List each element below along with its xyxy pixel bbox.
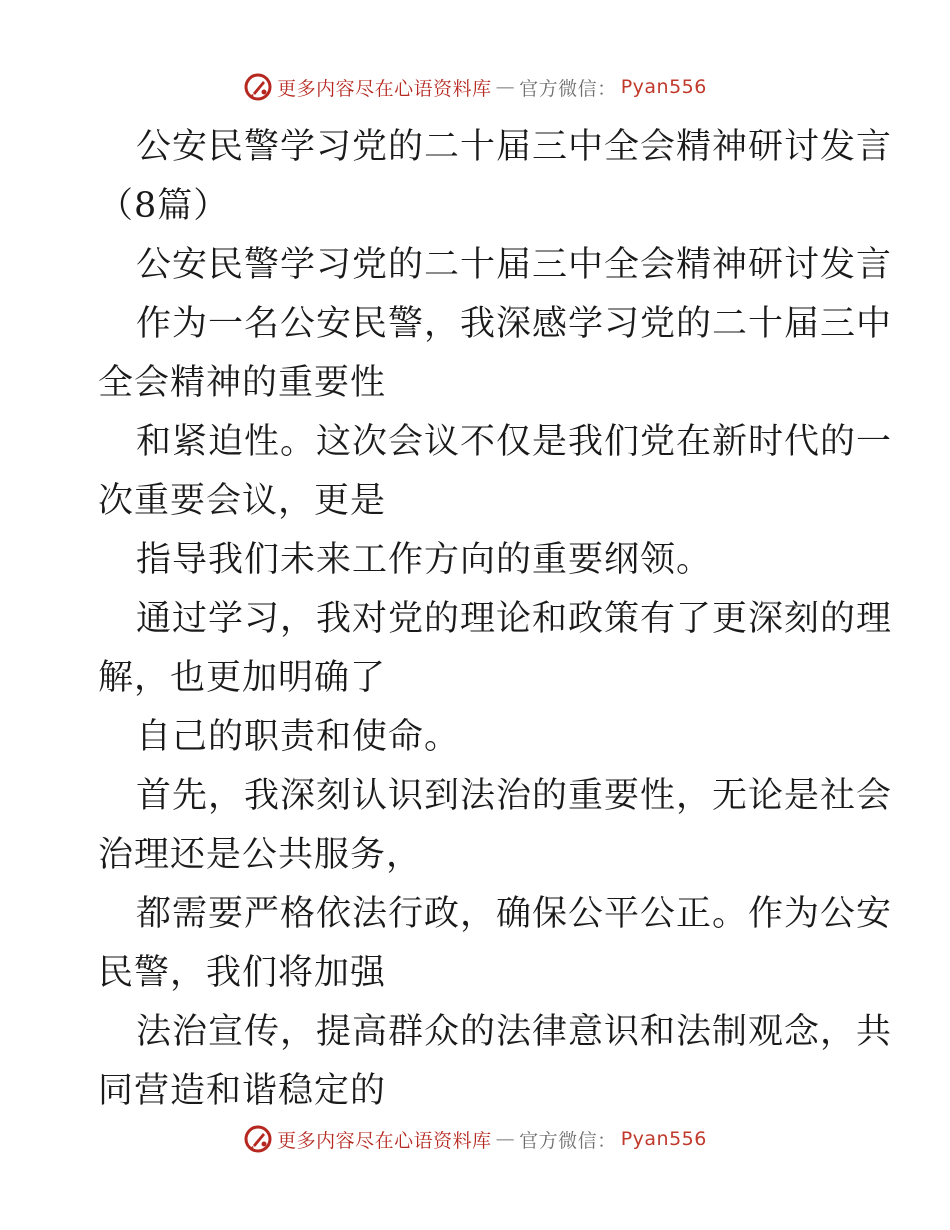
header-watermark: [0, 72, 950, 102]
watermark-prefix: 更多内容尽在心语资料库: [277, 77, 492, 100]
watermark-id: Pyan556: [620, 1128, 707, 1150]
text-line: 法治宣传，提高群众的法律意识和法制观念，共: [136, 1012, 893, 1052]
watermark-id: Pyan556: [620, 76, 707, 98]
watermark-label: 官方微信：: [519, 77, 617, 100]
text-line: 都需要严格依法行政，确保公平公正。作为公安: [136, 894, 893, 934]
text-line: 解，也更加明确了: [98, 658, 387, 698]
text-line: 公安民警学习党的二十届三中全会精神研讨发言: [136, 127, 893, 167]
text-line: 治理还是公共服务，: [98, 835, 423, 875]
text-line: 公安民警学习党的二十届三中全会精神研讨发言: [136, 245, 893, 285]
watermark-dash: —: [495, 76, 516, 98]
pen-seal-logo-icon: [243, 72, 273, 102]
text-line: 同营造和谐稳定的: [98, 1071, 387, 1111]
text-line: 自己的职责和使命。: [136, 717, 461, 757]
document-body: [98, 118, 893, 1121]
text-line: 全会精神的重要性: [98, 363, 387, 403]
text-line: 民警，我们将加强: [98, 953, 387, 993]
watermark-label: 官方微信：: [519, 1129, 617, 1152]
text-line: （8篇）: [98, 186, 230, 226]
watermark-dash: —: [495, 1128, 516, 1150]
text-line: 次重要会议，更是: [98, 481, 387, 521]
text-line: 首先，我深刻认识到法治的重要性，无论是社会: [136, 776, 893, 816]
text-line: 作为一名公安民警，我深感学习党的二十届三中: [136, 304, 893, 344]
pen-seal-logo-icon: [243, 1124, 273, 1154]
watermark-prefix: 更多内容尽在心语资料库: [277, 1129, 492, 1152]
text-line: 通过学习，我对党的理论和政策有了更深刻的理: [136, 599, 893, 639]
footer-watermark: [0, 1124, 950, 1154]
text-line: 指导我们未来工作方向的重要纲领。: [136, 540, 713, 580]
text-line: 和紧迫性。这次会议不仅是我们党在新时代的一: [136, 422, 893, 462]
